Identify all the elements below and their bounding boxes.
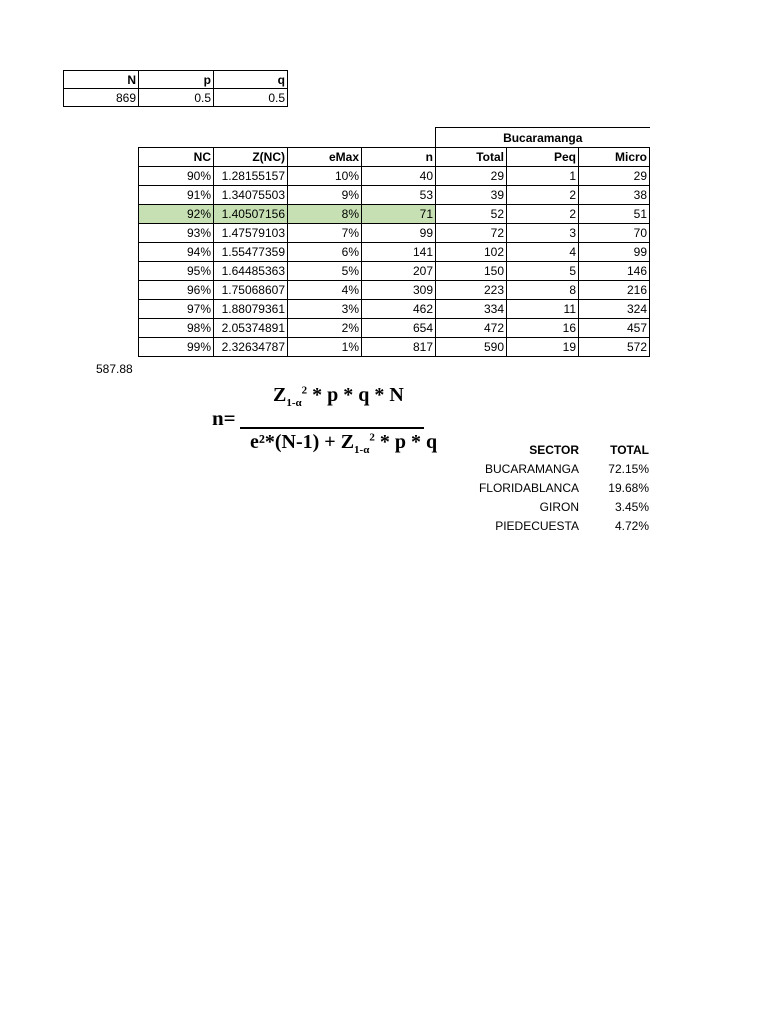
cell-nc[interactable]: 93% <box>139 224 214 243</box>
group-header-row <box>139 128 650 148</box>
stray-cell-value[interactable]: 587.88 <box>96 362 133 376</box>
cell-emax[interactable]: 5% <box>288 262 362 281</box>
cell-znc[interactable]: 1.55477359 <box>214 243 288 262</box>
header-micro[interactable]: Micro <box>579 148 650 167</box>
cell-znc[interactable]: 2.32634787 <box>214 338 288 357</box>
cell-emax[interactable]: 9% <box>288 186 362 205</box>
cell-n[interactable]: 141 <box>362 243 436 262</box>
cell-total[interactable]: 223 <box>436 281 507 300</box>
cell-nc[interactable]: 96% <box>139 281 214 300</box>
cell-znc[interactable]: 1.47579103 <box>214 224 288 243</box>
cell-emax[interactable]: 8% <box>288 205 362 224</box>
cell-n[interactable]: 40 <box>362 167 436 186</box>
cell-peq[interactable]: 1 <box>507 167 579 186</box>
cell-emax[interactable]: 2% <box>288 319 362 338</box>
cell-n[interactable]: 53 <box>362 186 436 205</box>
numerator-subscript: 1-α <box>286 397 302 409</box>
cell-peq[interactable]: 2 <box>507 186 579 205</box>
cell-peq[interactable]: 4 <box>507 243 579 262</box>
sector-row <box>476 478 651 497</box>
parameter-table <box>63 70 288 107</box>
formula-lhs: n= <box>212 406 236 430</box>
sector-total-cell[interactable]: 4.72% <box>614 518 649 533</box>
cell-peq[interactable]: 3 <box>507 224 579 243</box>
cell-nc[interactable]: 91% <box>139 186 214 205</box>
cell-micro[interactable]: 29 <box>579 167 650 186</box>
header-peq[interactable]: Peq <box>507 148 579 167</box>
table-row <box>139 167 650 186</box>
cell-znc[interactable]: 1.34075503 <box>214 186 288 205</box>
header-N[interactable]: N <box>64 71 139 89</box>
cell-nc[interactable]: 90% <box>139 167 214 186</box>
sector-name-cell[interactable]: GIRON <box>539 499 579 514</box>
cell-emax[interactable]: 6% <box>288 243 362 262</box>
sector-name-cell[interactable]: FLORIDABLANCA <box>478 480 579 495</box>
header-sector[interactable]: SECTOR <box>529 442 579 457</box>
header-p[interactable]: p <box>139 71 214 89</box>
cell-n[interactable]: 309 <box>362 281 436 300</box>
numerator-z: Z <box>273 384 287 406</box>
cell-nc[interactable]: 99% <box>139 338 214 357</box>
denominator-rest: * p * q <box>374 431 438 453</box>
fraction-line <box>240 427 424 429</box>
table-row <box>139 243 650 262</box>
empty-spacer <box>139 128 436 148</box>
sector-row <box>476 497 651 516</box>
cell-znc[interactable]: 2.05374891 <box>214 319 288 338</box>
cell-total[interactable]: 150 <box>436 262 507 281</box>
sector-total-cell[interactable]: 3.45% <box>614 499 649 514</box>
numerator-superscript: 2 <box>301 384 308 397</box>
denominator-superscript: 2 <box>369 431 375 444</box>
cell-emax[interactable]: 7% <box>288 224 362 243</box>
cell-peq[interactable]: 16 <box>507 319 579 338</box>
table-row <box>139 186 650 205</box>
cell-total[interactable]: 472 <box>436 319 507 338</box>
cell-micro[interactable]: 99 <box>579 243 650 262</box>
cell-micro[interactable]: 51 <box>579 205 650 224</box>
cell-znc[interactable]: 1.88079361 <box>214 300 288 319</box>
table-row <box>139 281 650 300</box>
cell-nc[interactable]: 92% <box>139 205 214 224</box>
cell-micro[interactable]: 324 <box>579 300 650 319</box>
cell-nc[interactable]: 98% <box>139 319 214 338</box>
header-nc[interactable]: NC <box>139 148 214 167</box>
sector-row <box>476 459 651 478</box>
table-row <box>139 205 650 224</box>
table-row <box>139 262 650 281</box>
cell-total[interactable]: 334 <box>436 300 507 319</box>
cell-n[interactable]: 462 <box>362 300 436 319</box>
sector-body <box>476 459 651 535</box>
cell-znc[interactable]: 1.64485363 <box>214 262 288 281</box>
cell-n[interactable]: 71 <box>362 205 436 224</box>
table-row <box>139 224 650 243</box>
cell-znc[interactable]: 1.40507156 <box>214 205 288 224</box>
table-row <box>139 300 650 319</box>
cell-total[interactable]: 72 <box>436 224 507 243</box>
cell-n[interactable]: 99 <box>362 224 436 243</box>
sector-header-row <box>476 440 651 459</box>
parameter-header-row <box>64 71 288 89</box>
denominator-subscript: 1-α <box>354 444 370 456</box>
cell-n[interactable]: 207 <box>362 262 436 281</box>
cell-peq[interactable]: 11 <box>507 300 579 319</box>
cell-total[interactable]: 102 <box>436 243 507 262</box>
cell-micro[interactable]: 70 <box>579 224 650 243</box>
column-header-row <box>139 148 650 167</box>
cell-nc[interactable]: 97% <box>139 300 214 319</box>
cell-n[interactable]: 654 <box>362 319 436 338</box>
cell-n[interactable]: 817 <box>362 338 436 357</box>
cell-micro[interactable]: 572 <box>579 338 650 357</box>
header-total[interactable]: Total <box>436 148 507 167</box>
cell-peq[interactable]: 8 <box>507 281 579 300</box>
denominator-start: e²*(N-1) + Z <box>250 431 355 453</box>
group-header-bucaramanga[interactable]: Bucaramanga <box>436 128 650 148</box>
table-row <box>139 338 650 357</box>
cell-micro[interactable]: 38 <box>579 186 650 205</box>
parameter-value-row <box>64 89 288 107</box>
cell-micro[interactable]: 457 <box>579 319 650 338</box>
header-emax[interactable]: eMax <box>288 148 362 167</box>
cell-znc[interactable]: 1.28155157 <box>214 167 288 186</box>
sector-name-cell[interactable]: PIEDECUESTA <box>495 518 579 533</box>
table-row <box>139 319 650 338</box>
cell-nc[interactable]: 94% <box>139 243 214 262</box>
header-sector-total[interactable]: TOTAL <box>610 442 649 457</box>
sector-total-cell[interactable]: 72.15% <box>608 461 649 476</box>
value-p[interactable]: 0.5 <box>139 89 214 107</box>
cell-znc[interactable]: 1.75068607 <box>214 281 288 300</box>
cell-nc[interactable]: 95% <box>139 262 214 281</box>
sector-share-table <box>476 440 651 535</box>
cell-total[interactable]: 590 <box>436 338 507 357</box>
cell-peq[interactable]: 19 <box>507 338 579 357</box>
sector-row <box>476 516 651 535</box>
cell-peq[interactable]: 2 <box>507 205 579 224</box>
cell-micro[interactable]: 216 <box>579 281 650 300</box>
header-q[interactable]: q <box>214 71 288 89</box>
numerator-rest: * p * q * N <box>307 384 404 406</box>
formula-denominator <box>250 431 437 456</box>
table-body <box>139 167 650 357</box>
sector-total-cell[interactable]: 19.68% <box>608 480 649 495</box>
cell-total[interactable]: 29 <box>436 167 507 186</box>
sample-size-table <box>138 127 650 357</box>
sector-name-cell[interactable]: BUCARAMANGA <box>484 461 579 476</box>
cell-total[interactable]: 39 <box>436 186 507 205</box>
cell-total[interactable]: 52 <box>436 205 507 224</box>
cell-emax[interactable]: 3% <box>288 300 362 319</box>
cell-emax[interactable]: 10% <box>288 167 362 186</box>
value-q[interactable]: 0.5 <box>214 89 288 107</box>
cell-emax[interactable]: 4% <box>288 281 362 300</box>
header-znc[interactable]: Z(NC) <box>214 148 288 167</box>
header-n[interactable]: n <box>362 148 436 167</box>
cell-peq[interactable]: 5 <box>507 262 579 281</box>
cell-micro[interactable]: 146 <box>579 262 650 281</box>
formula-numerator <box>273 384 404 409</box>
value-N[interactable]: 869 <box>64 89 139 107</box>
cell-emax[interactable]: 1% <box>288 338 362 357</box>
